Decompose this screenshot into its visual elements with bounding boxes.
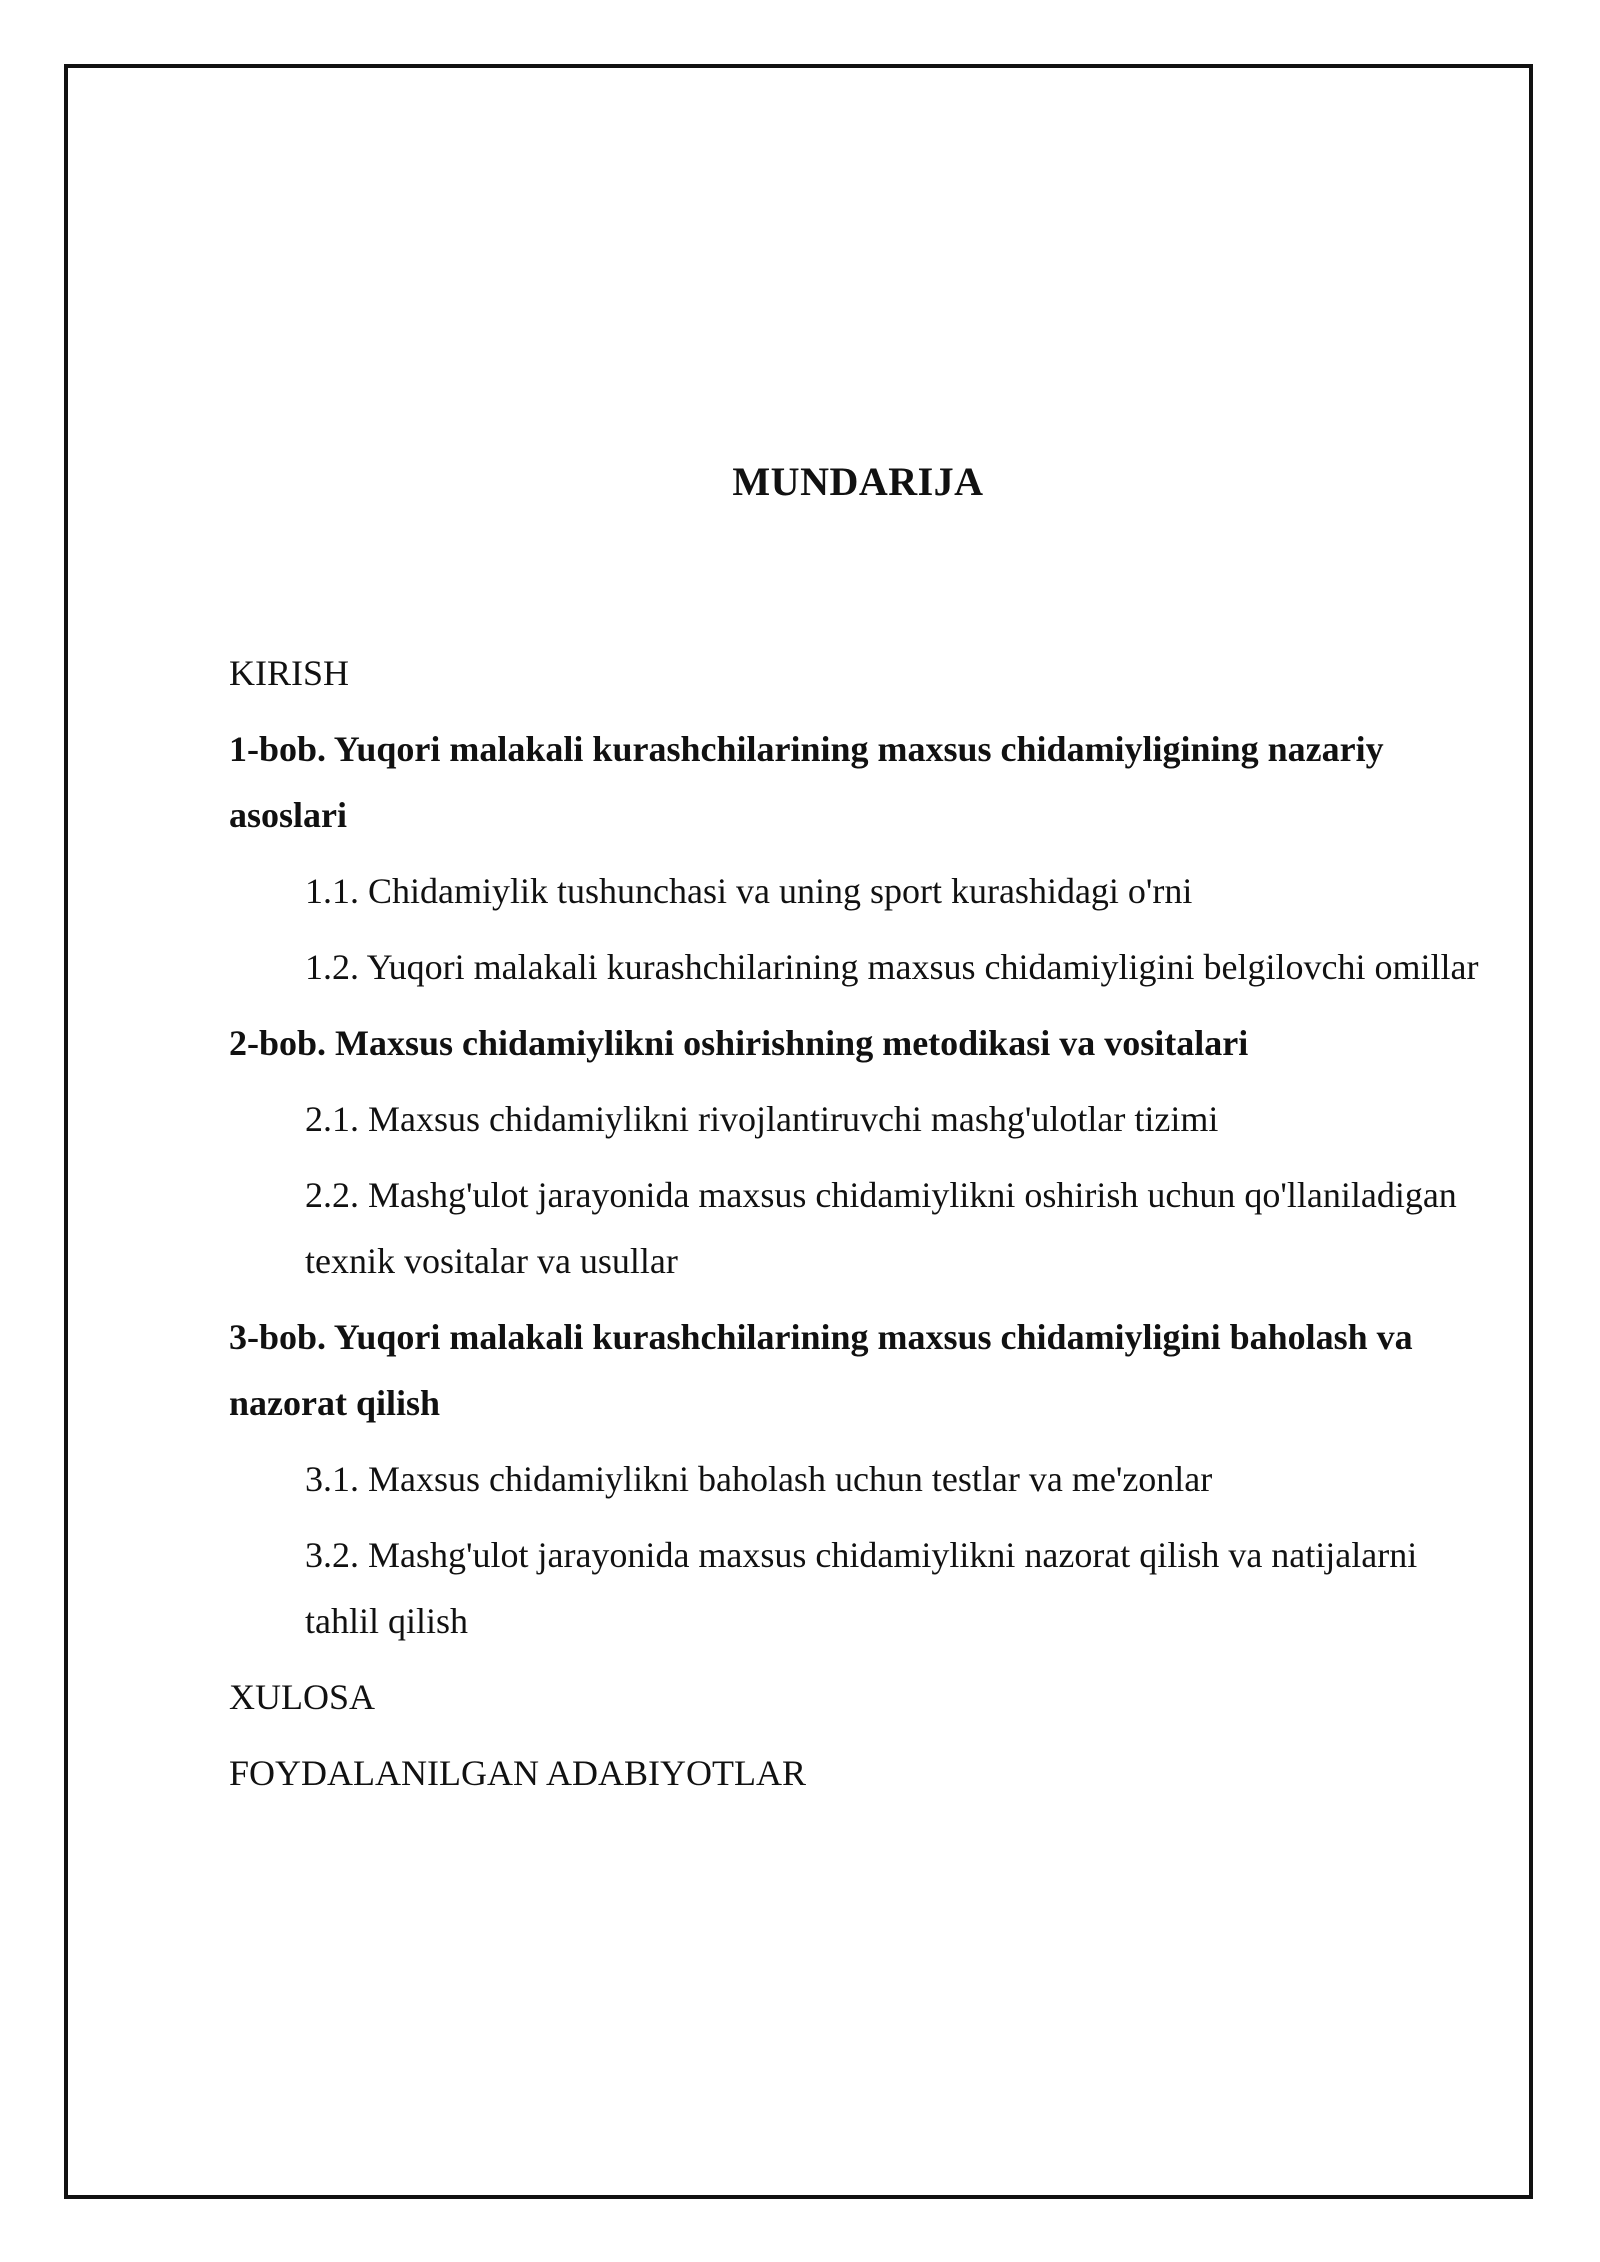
toc-section-2-2: 2.2. Mashg'ulot jarayonida maxsus chidamiylikni oshirish uchun qo'llaniladigan texnik vositalar va usullar [305, 1175, 1457, 1281]
toc-section-3-2: 3.2. Mashg'ulot jarayonida maxsus chidamiylikni nazorat qilish va natijalarni tahlil qilish [305, 1535, 1418, 1641]
toc-entry-references: FOYDALANILGAN ADABIYOTLAR [229, 1753, 806, 1793]
toc-section-3-1: 3.1. Maxsus chidamiylikni baholash uchun testlar va me'zonlar [305, 1459, 1213, 1499]
toc-chapter-2: 2-bob. Maxsus chidamiylikni oshirishning metodikasi va vositalari [229, 1023, 1249, 1063]
toc-chapter-3: 3-bob. Yuqori malakali kurashchilarining maxsus chidamiyligini baholash va nazorat qilish [229, 1317, 1413, 1423]
page-title: MUNDARIJA [732, 459, 984, 504]
table-of-contents [229, 640, 1489, 1816]
toc-entry-conclusion: XULOSA [229, 1677, 376, 1717]
toc-chapter-1: 1-bob. Yuqori malakali kurashchilarining maxsus chidamiyligining nazariy asoslari [229, 729, 1384, 835]
toc-section-2-1: 2.1. Maxsus chidamiylikni rivojlantiruvchi mashg'ulotlar tizimi [305, 1099, 1219, 1139]
toc-section-1-2: 1.2. Yuqori malakali kurashchilarining maxsus chidamiyligini belgilovchi omillar [305, 947, 1479, 987]
toc-section-1-1: 1.1. Chidamiylik tushunchasi va uning sport kurashidagi o'rni [305, 871, 1193, 911]
toc-entry-introduction: KIRISH [229, 653, 350, 693]
